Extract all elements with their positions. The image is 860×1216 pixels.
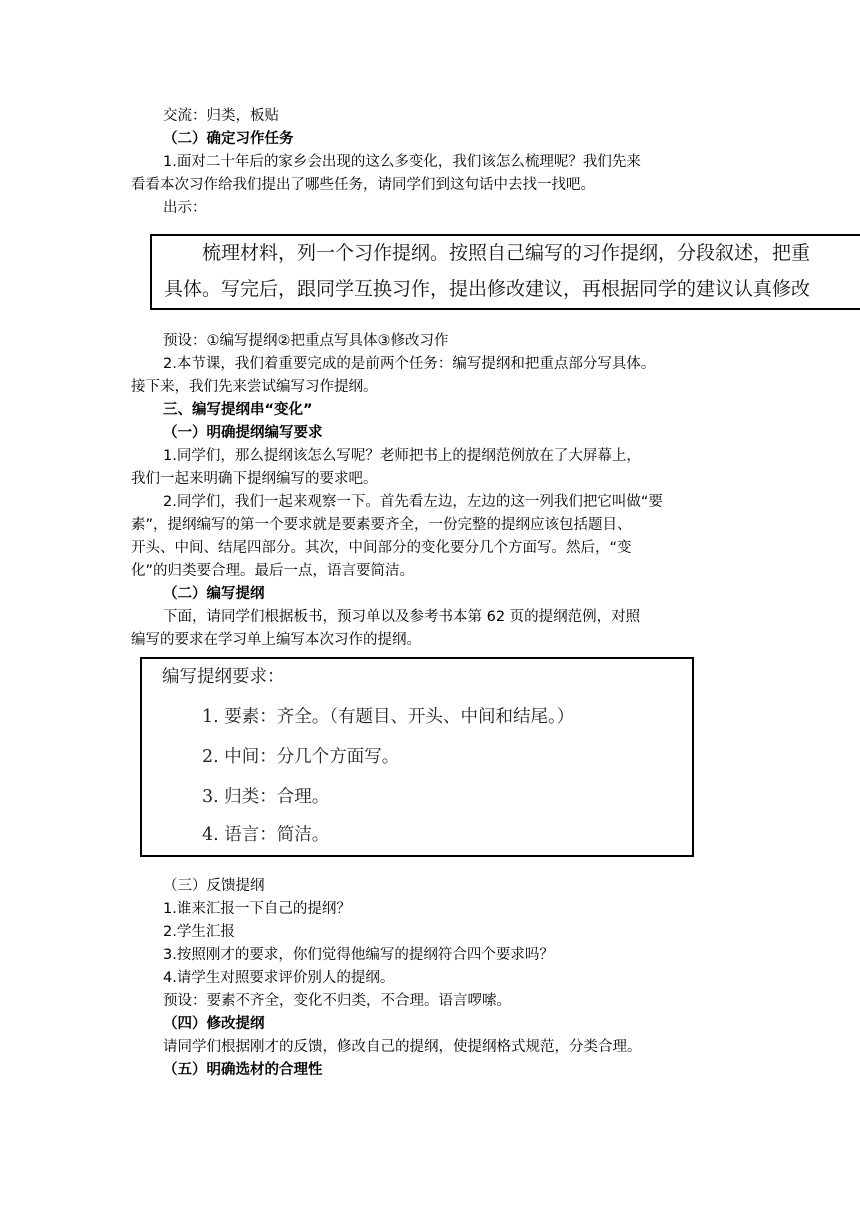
text-line: 接下来，我们先来尝试编写习作提纲。: [131, 379, 378, 395]
text-line: 4.请学生对照要求评价别人的提纲。: [163, 970, 395, 986]
text-line: （一）明确提纲编写要求: [163, 425, 323, 441]
outline-item-middle: 2. 中间：分几个方面写。: [202, 747, 400, 767]
outline-box-title: 编写提纲要求：: [162, 667, 285, 687]
text-line: 请同学们根据刚才的反馈，修改自己的提纲，使提纲格式规范，分类合理。: [163, 1039, 642, 1055]
text-line: 看看本次习作给我们提出了哪些任务，请同学们到这句话中去找一找吧。: [131, 177, 595, 193]
text-line: （四）修改提纲: [163, 1016, 265, 1032]
text-line: 编写的要求在学习单上编写本次习作的提纲。: [131, 632, 421, 648]
outline-item-elements: 1. 要素：齐全。（有题目、开头、中间和结尾。）: [202, 707, 575, 727]
text-line: 预设：①编写提纲②把重点写具体③修改习作: [163, 333, 449, 349]
text-line: 交流：归类，板贴: [163, 108, 279, 124]
text-line: 1.同学们，那么提纲该怎么写呢？老师把书上的提纲范例放在了大屏幕上，: [163, 448, 641, 464]
text-line: （三）反馈提纲: [163, 878, 265, 894]
text-line: 素”，提纲编写的第一个要求就是要素要齐全，一份完整的提纲应该包括题目、: [131, 517, 632, 533]
outline-item-language: 4. 语言：简洁。: [202, 825, 330, 845]
text-line: 3.按照刚才的要求，你们觉得他编写的提纲符合四个要求吗？: [163, 947, 554, 963]
text-line: （五）明确选材的合理性: [163, 1062, 323, 1078]
task-box-line-2: 具体。写完后，跟同学互换习作，提出修改建议，再根据同学的建议认真修改: [164, 278, 811, 300]
text-line: 出示：: [163, 200, 207, 216]
text-line: 化”的归类要合理。最后一点，语言要简洁。: [131, 563, 415, 579]
text-line: 2.本节课，我们着重要完成的是前两个任务：编写提纲和把重点部分写具体。: [163, 356, 656, 372]
text-line: 1.谁来汇报一下自己的提纲？: [163, 901, 351, 917]
text-line: 1.面对二十年后的家乡会出现的这么多变化，我们该怎么梳理呢？我们先来: [163, 154, 641, 170]
text-line: 我们一起来明确下提纲编写的要求吧。: [131, 471, 378, 487]
task-box-line-1: 梳理材料，列一个习作提纲。按照自己编写的习作提纲，分段叙述，把重: [202, 242, 811, 264]
text-line: （二）确定习作任务: [163, 131, 294, 147]
text-line: 开头、中间、结尾四部分。其次，中间部分的变化要分几个方面写。然后，“变: [131, 540, 632, 556]
outline-requirements-box: [140, 657, 694, 857]
text-line: 下面，请同学们根据板书，预习单以及参考书本第 62 页的提纲范例，对照: [163, 609, 641, 625]
task-requirement-box: [150, 234, 860, 310]
outline-item-classify: 3. 归类：合理。: [202, 787, 330, 807]
text-line: 预设：要素不齐全，变化不归类，不合理。语言啰嗦。: [163, 993, 511, 1009]
text-line: 2.同学们，我们一起来观察一下。首先看左边，左边的这一列我们把它叫做“要: [163, 494, 663, 510]
text-line: 三、编写提纲串“变化”: [163, 402, 313, 418]
text-line: （二）编写提纲: [163, 586, 265, 602]
text-line: 2.学生汇报: [163, 924, 235, 940]
